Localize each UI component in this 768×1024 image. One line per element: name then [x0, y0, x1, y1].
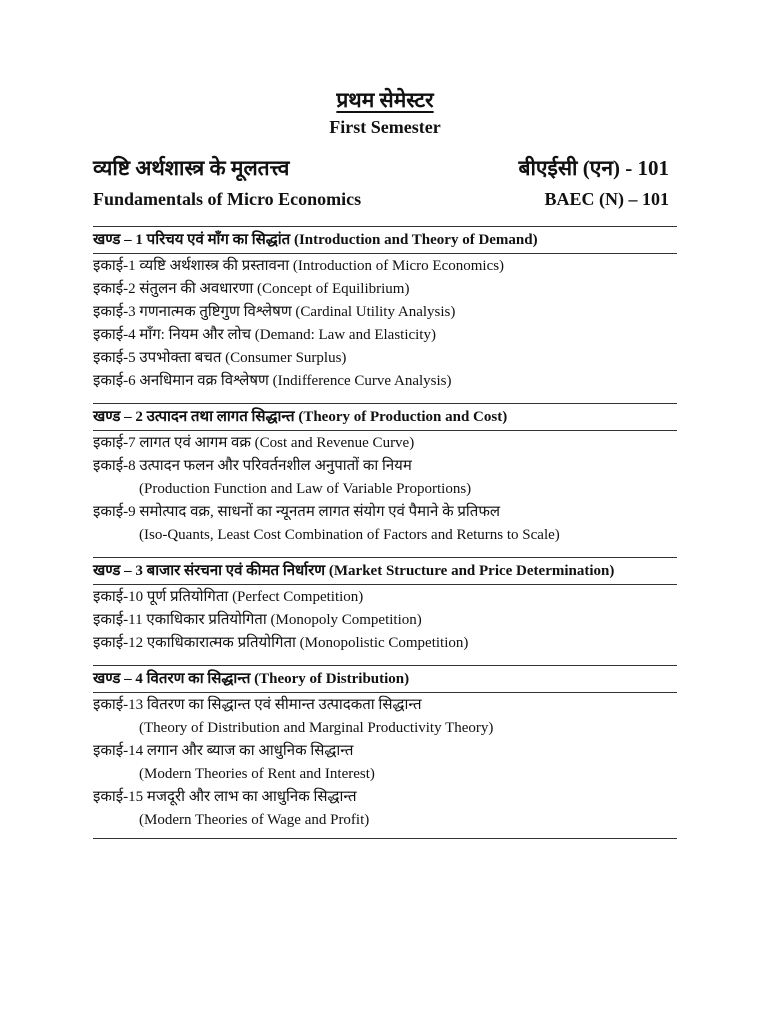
- unit-item: इकाई-3 गणनात्मक तुष्टिगुण विश्लेषण (Cardinal Utility Analysis): [93, 304, 456, 320]
- unit-subtitle: (Theory of Distribution and Marginal Productivity Theory): [139, 720, 494, 736]
- unit-subtitle: (Production Function and Law of Variable Proportions): [139, 481, 472, 497]
- unit-list: [93, 693, 677, 832]
- semester-title-hindi: प्रथम सेमेस्टर: [336, 88, 434, 112]
- course-name-english: Fundamentals of Micro Economics: [93, 189, 362, 209]
- unit-item: इकाई-10 पूर्ण प्रतियोगिता (Perfect Competition): [93, 589, 364, 605]
- unit-item: इकाई-11 एकाधिकार प्रतियोगिता (Monopoly Competition): [93, 612, 422, 628]
- syllabus-page: [93, 86, 677, 839]
- unit-item: इकाई-2 संतुलन की अवधारणा (Concept of Equilibrium): [93, 281, 410, 297]
- course-code-hindi: बीएईसी (एन) - 101: [518, 156, 669, 180]
- block-3: [93, 557, 677, 655]
- unit-title: इकाई-13 वितरण का सिद्धान्त एवं सीमान्त उत्पादकता सिद्धान्त: [93, 697, 422, 713]
- block-heading: खण्ड – 3 बाजार संरचना एवं कीमत निर्धारण (Market Structure and Price Determination): [93, 557, 677, 585]
- block-heading: खण्ड – 2 उत्पादन तथा लागत सिद्धान्त (Theory of Production and Cost): [93, 403, 677, 431]
- course-row-english: [93, 186, 677, 212]
- course-row-hindi: [93, 154, 677, 182]
- unit-item: [93, 501, 677, 547]
- course-code-english: BAEC (N) – 101: [544, 189, 669, 209]
- unit-item: [93, 694, 677, 740]
- unit-item: [93, 786, 677, 832]
- semester-title-english: First Semester: [329, 117, 441, 137]
- block-heading: खण्ड – 1 परिचय एवं माँग का सिद्धांत (Introduction and Theory of Demand): [93, 226, 677, 254]
- unit-title: इकाई-14 लगान और ब्याज का आधुनिक सिद्धान्त: [93, 743, 354, 759]
- unit-item: इकाई-7 लागत एवं आगम वक्र (Cost and Revenue Curve): [93, 435, 415, 451]
- unit-subtitle: (Modern Theories of Rent and Interest): [139, 766, 375, 782]
- unit-title: इकाई-9 समोत्पाद वक्र, साधनों का न्यूनतम लागत संयोग एवं पैमाने के प्रतिफल: [93, 504, 501, 520]
- block-heading: खण्ड – 4 वितरण का सिद्धान्त (Theory of Distribution): [93, 665, 677, 693]
- unit-item: [93, 455, 677, 501]
- unit-title: इकाई-8 उत्पादन फलन और परिवर्तनशील अनुपातों का नियम: [93, 458, 412, 474]
- semester-title: [93, 86, 677, 140]
- unit-list: [93, 254, 677, 393]
- unit-item: [93, 740, 677, 786]
- unit-subtitle: (Modern Theories of Wage and Profit): [139, 812, 370, 828]
- unit-item: इकाई-1 व्यष्टि अर्थशास्त्र की प्रस्तावना (Introduction of Micro Economics): [93, 258, 505, 274]
- unit-subtitle: (Iso-Quants, Least Cost Combination of Factors and Returns to Scale): [139, 527, 560, 543]
- block-1: [93, 226, 677, 393]
- block-4: [93, 665, 677, 839]
- block-2: [93, 403, 677, 547]
- unit-title: इकाई-15 मजदूरी और लाभ का आधुनिक सिद्धान्त: [93, 789, 357, 805]
- unit-item: इकाई-6 अनधिमान वक्र विश्लेषण (Indifference Curve Analysis): [93, 373, 452, 389]
- unit-list: [93, 431, 677, 547]
- unit-item: इकाई-5 उपभोक्ता बचत (Consumer Surplus): [93, 350, 347, 366]
- unit-list: [93, 585, 677, 655]
- unit-item: इकाई-4 माँग: नियम और लोच (Demand: Law and Elasticity): [93, 327, 436, 343]
- course-name-hindi: व्यष्टि अर्थशास्त्र के मूलतत्त्व: [93, 156, 290, 180]
- unit-item: इकाई-12 एकाधिकारात्मक प्रतियोगिता (Monopolistic Competition): [93, 635, 469, 651]
- bottom-divider: [93, 838, 677, 839]
